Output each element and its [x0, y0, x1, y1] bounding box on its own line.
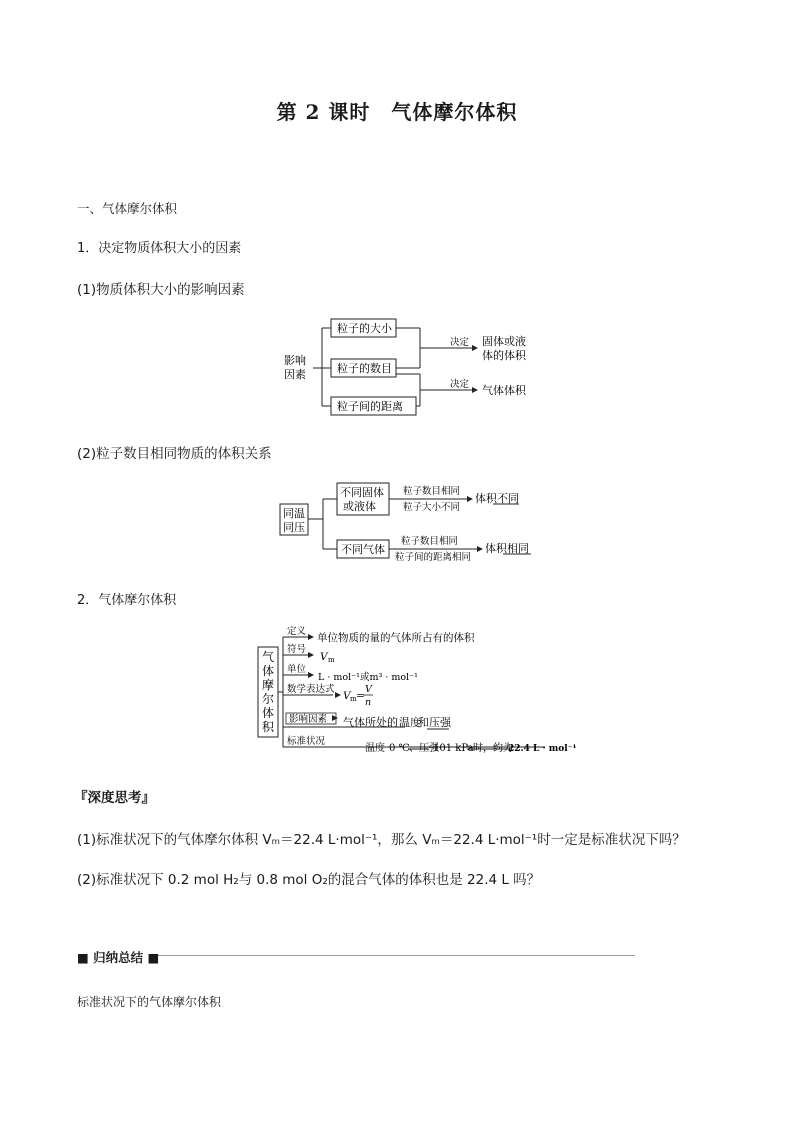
formula-denominator: n — [365, 697, 372, 708]
gas-box: 不同气体 — [341, 543, 385, 556]
summary-topic: 标准状况下的气体摩尔体积 — [77, 995, 222, 1009]
diagram-label: 影响 — [284, 354, 306, 367]
solid-liquid-box: 或液体 — [343, 500, 376, 513]
row-label: 单位 — [287, 664, 307, 675]
summary-divider — [158, 955, 635, 956]
factors-diagram — [270, 315, 560, 415]
result-text: 体的体积 — [482, 349, 526, 362]
result-answer: 相同 — [507, 542, 529, 555]
solid-liquid-box: 不同固体 — [340, 486, 384, 499]
stp-pressure: 101 kPa — [433, 743, 474, 754]
volume-relation-diagram — [275, 478, 545, 563]
stp-temperature: 0 ℃ — [389, 743, 410, 754]
summary-heading: ■ 归纳总结 ■ — [77, 950, 160, 965]
result-answer: 不同 — [497, 492, 519, 505]
stp-text: 温度 — [365, 743, 385, 754]
result-text: 固体或液 — [482, 335, 526, 348]
row-label: 定义 — [287, 626, 307, 637]
factor-text: 气体所处的 — [343, 716, 398, 729]
row-label: 数学表达式 — [287, 684, 335, 695]
vertical-title: 尔 — [262, 692, 275, 706]
condition-label: 同压 — [283, 521, 305, 534]
row-label: 影响因素 — [289, 714, 328, 725]
arrow-label: 粒子大小不同 — [403, 502, 461, 513]
vertical-title: 气 — [262, 650, 275, 664]
question-1: (1)标准状况下的气体摩尔体积 Vₘ＝22.4 L·mol⁻¹，那么 Vₘ＝22.4 L·mol⁻¹时一定是标准状况下吗？ — [77, 832, 686, 848]
answer-temperature: 温度 — [399, 716, 421, 729]
stp-text: 、压强 — [409, 743, 439, 754]
factor-count: 粒子的数目 — [337, 362, 392, 375]
formula-subscript: m — [350, 695, 357, 703]
subsection-heading: 1．决定物质体积大小的因素 — [77, 241, 242, 256]
arrow-label: 粒子间的距离相同 — [395, 552, 472, 563]
condition-label: 同温 — [283, 507, 305, 520]
answer-pressure: 压强 — [429, 716, 451, 729]
arrow-label: 粒子数目相同 — [403, 486, 461, 497]
molar-volume-diagram — [255, 623, 577, 758]
arrow-label: 决定 — [450, 337, 470, 348]
vertical-title: 摩 — [262, 678, 275, 692]
row-label: 标准状况 — [287, 736, 326, 747]
result-text: 气体体积 — [482, 384, 526, 397]
stp-text: 时，约为 — [473, 743, 513, 754]
formula-equals: = — [356, 690, 365, 702]
symbol-text: V — [320, 651, 328, 663]
subsection-heading: 2．气体摩尔体积 — [77, 593, 177, 608]
factor-size: 粒子的大小 — [337, 322, 392, 335]
unit-text: L · mol⁻¹或m³ · mol⁻¹ — [318, 672, 418, 683]
diagram-label: 因素 — [284, 368, 306, 381]
section-heading: 一、气体摩尔体积 — [77, 201, 178, 216]
factor-distance: 粒子间的距离 — [337, 400, 403, 413]
row-label: 符号 — [287, 644, 307, 655]
arrow-label: 决定 — [450, 379, 470, 390]
deep-thinking-heading: 『深度思考』 — [74, 790, 155, 806]
formula-numerator: V — [365, 684, 372, 695]
subsection-item: (2)粒子数目相同物质的体积关系 — [77, 446, 272, 462]
page-title: 第 2 课时 气体摩尔体积 — [276, 100, 518, 124]
formula-text: V — [343, 690, 351, 702]
stp-molar-volume: 22.4 L · mol⁻¹ — [508, 744, 577, 754]
arrow-label: 粒子数目相同 — [401, 536, 459, 547]
question-2: (2)标准状况下 0.2 mol H₂与 0.8 mol O₂的混合气体的体积也是 22.4 L 吗？ — [77, 872, 541, 888]
result-text: 体积 — [475, 492, 497, 505]
result-text: 体积 — [485, 542, 507, 555]
definition-text: 单位物质的量的气体所占有的体积 — [317, 632, 475, 644]
vertical-title: 积 — [262, 720, 275, 734]
subsection-item: (1)物质体积大小的影响因素 — [77, 282, 245, 298]
vertical-title: 体 — [262, 706, 275, 720]
vertical-title: 体 — [262, 664, 275, 678]
symbol-subscript: m — [328, 656, 335, 664]
factor-text: 和 — [418, 716, 429, 729]
